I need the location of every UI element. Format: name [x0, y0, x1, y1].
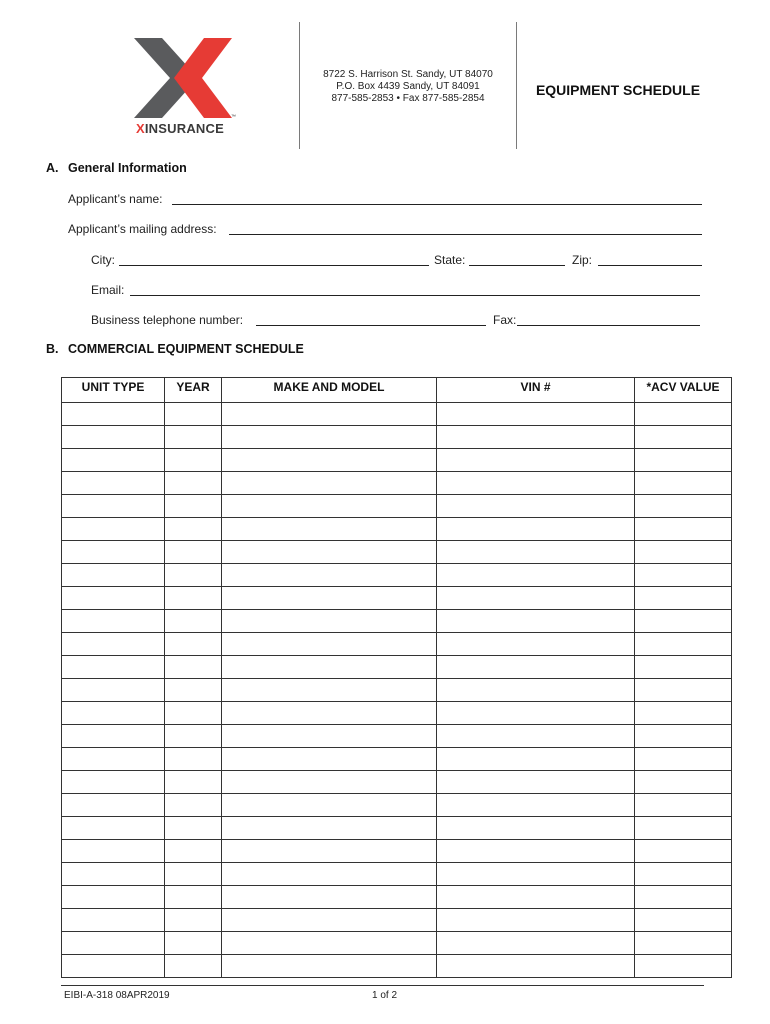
table-cell[interactable]: [62, 587, 165, 610]
table-cell[interactable]: [437, 748, 635, 771]
zip-field[interactable]: [598, 265, 702, 266]
table-row: [62, 426, 732, 449]
trademark-symbol: ™: [231, 114, 236, 120]
table-cell[interactable]: [165, 886, 222, 909]
x-logo-icon: [134, 38, 236, 122]
table-cell[interactable]: [222, 932, 437, 955]
col-unit-type: UNIT TYPE: [62, 378, 165, 403]
table-cell[interactable]: [635, 886, 732, 909]
table-cell[interactable]: [62, 403, 165, 426]
state-label: State:: [434, 253, 466, 267]
table-row: [62, 679, 732, 702]
table-cell[interactable]: [437, 863, 635, 886]
table-cell[interactable]: [635, 702, 732, 725]
table-cell[interactable]: [635, 909, 732, 932]
table-cell[interactable]: [62, 840, 165, 863]
table-cell[interactable]: [635, 771, 732, 794]
table-cell[interactable]: [222, 748, 437, 771]
table-cell[interactable]: [635, 426, 732, 449]
phone-field[interactable]: [256, 325, 486, 326]
footer-divider: [61, 985, 704, 986]
table-cell[interactable]: [222, 840, 437, 863]
table-cell[interactable]: [437, 886, 635, 909]
fax-field[interactable]: [517, 325, 700, 326]
table-cell[interactable]: [635, 679, 732, 702]
table-cell[interactable]: [635, 840, 732, 863]
table-cell[interactable]: [165, 656, 222, 679]
table-cell[interactable]: [62, 955, 165, 978]
state-field[interactable]: [469, 265, 565, 266]
table-cell[interactable]: [437, 403, 635, 426]
table-cell[interactable]: [62, 702, 165, 725]
table-cell[interactable]: [62, 472, 165, 495]
section-b-title: COMMERCIAL EQUIPMENT SCHEDULE: [68, 342, 304, 356]
table-row: [62, 518, 732, 541]
city-label: City:: [91, 253, 115, 267]
col-make-model: MAKE AND MODEL: [222, 378, 437, 403]
table-cell[interactable]: [635, 518, 732, 541]
table-cell[interactable]: [222, 449, 437, 472]
table-row: [62, 610, 732, 633]
address-line-2: P.O. Box 4439 Sandy, UT 84091: [336, 81, 480, 92]
table-cell[interactable]: [165, 449, 222, 472]
table-row: [62, 472, 732, 495]
table-row: [62, 863, 732, 886]
table-cell[interactable]: [437, 955, 635, 978]
section-b-letter: B.: [46, 342, 59, 356]
table-cell[interactable]: [62, 449, 165, 472]
table-row: [62, 955, 732, 978]
applicant-name-field[interactable]: [172, 204, 702, 205]
table-cell[interactable]: [635, 748, 732, 771]
company-address: [300, 69, 516, 105]
table-cell[interactable]: [437, 610, 635, 633]
page-number: 1 of 2: [372, 990, 398, 1001]
col-vin: VIN #: [437, 378, 635, 403]
table-cell[interactable]: [437, 932, 635, 955]
table-cell[interactable]: [437, 679, 635, 702]
table-body: [62, 403, 732, 978]
table-cell[interactable]: [62, 909, 165, 932]
table-cell[interactable]: [62, 541, 165, 564]
table-row: [62, 886, 732, 909]
table-cell[interactable]: [437, 472, 635, 495]
table-cell[interactable]: [62, 771, 165, 794]
table-cell[interactable]: [222, 518, 437, 541]
section-a-letter: A.: [46, 161, 59, 175]
table-cell[interactable]: [165, 702, 222, 725]
section-b-heading: [46, 342, 304, 356]
table-cell[interactable]: [437, 909, 635, 932]
table-cell[interactable]: [222, 794, 437, 817]
section-a-title: General Information: [68, 161, 187, 175]
table-cell[interactable]: [635, 564, 732, 587]
table-row: [62, 656, 732, 679]
table-cell[interactable]: [437, 794, 635, 817]
table-row: [62, 449, 732, 472]
table-cell[interactable]: [222, 955, 437, 978]
table-row: [62, 771, 732, 794]
table-row: [62, 725, 732, 748]
table-cell[interactable]: [165, 771, 222, 794]
table-cell[interactable]: [437, 426, 635, 449]
table-cell[interactable]: [62, 633, 165, 656]
table-row: [62, 794, 732, 817]
table-cell[interactable]: [165, 932, 222, 955]
table-row: [62, 541, 732, 564]
table-cell[interactable]: [635, 955, 732, 978]
table-cell[interactable]: [165, 426, 222, 449]
table-cell[interactable]: [437, 840, 635, 863]
table-cell[interactable]: [62, 679, 165, 702]
table-cell[interactable]: [165, 909, 222, 932]
table-cell[interactable]: [222, 886, 437, 909]
address-line-1: 8722 S. Harrison St. Sandy, UT 84070: [323, 69, 493, 80]
col-year: YEAR: [165, 378, 222, 403]
table-cell[interactable]: [165, 955, 222, 978]
logo-wordmark-rest: INSURANCE: [144, 121, 224, 136]
table-cell[interactable]: [222, 564, 437, 587]
table-cell[interactable]: [222, 909, 437, 932]
table-cell[interactable]: [165, 725, 222, 748]
table-cell[interactable]: [165, 403, 222, 426]
table-cell[interactable]: [635, 932, 732, 955]
mailing-address-label: Applicant’s mailing address:: [68, 222, 217, 236]
mailing-address-field[interactable]: [229, 234, 702, 235]
table-header-row: [62, 378, 732, 403]
table-row: [62, 932, 732, 955]
table-cell[interactable]: [165, 495, 222, 518]
table-cell[interactable]: [62, 863, 165, 886]
table-cell[interactable]: [635, 587, 732, 610]
table-cell[interactable]: [165, 840, 222, 863]
table-cell[interactable]: [222, 817, 437, 840]
table-cell[interactable]: [165, 748, 222, 771]
table-cell[interactable]: [62, 426, 165, 449]
table-cell[interactable]: [165, 817, 222, 840]
table-cell[interactable]: [222, 863, 437, 886]
table-cell[interactable]: [222, 633, 437, 656]
table-cell[interactable]: [437, 771, 635, 794]
table-cell[interactable]: [62, 748, 165, 771]
table-cell[interactable]: [635, 495, 732, 518]
applicant-name-label: Applicant’s name:: [68, 192, 163, 206]
table-cell[interactable]: [437, 725, 635, 748]
table-cell[interactable]: [635, 817, 732, 840]
table-cell[interactable]: [437, 702, 635, 725]
table-cell[interactable]: [635, 541, 732, 564]
form-id: EIBI-A-318 08APR2019: [64, 990, 170, 1001]
table-row: [62, 495, 732, 518]
company-logo: [134, 38, 236, 134]
table-row: [62, 564, 732, 587]
col-acv-value: *ACV VALUE: [635, 378, 732, 403]
table-cell[interactable]: [62, 518, 165, 541]
logo-wordmark: [136, 121, 224, 136]
table-cell[interactable]: [635, 633, 732, 656]
table-cell[interactable]: [62, 610, 165, 633]
table-cell[interactable]: [222, 656, 437, 679]
table-cell[interactable]: [222, 426, 437, 449]
phone-label: Business telephone number:: [91, 313, 244, 327]
table-row: [62, 909, 732, 932]
table-cell[interactable]: [222, 541, 437, 564]
table-cell[interactable]: [165, 472, 222, 495]
table-cell[interactable]: [222, 587, 437, 610]
table-cell[interactable]: [222, 679, 437, 702]
table-cell[interactable]: [62, 886, 165, 909]
table-cell[interactable]: [437, 495, 635, 518]
table-cell[interactable]: [165, 587, 222, 610]
equipment-schedule-table: [61, 377, 732, 978]
table-cell[interactable]: [165, 633, 222, 656]
table-cell[interactable]: [62, 495, 165, 518]
table-row: [62, 633, 732, 656]
table-cell[interactable]: [62, 817, 165, 840]
table-cell[interactable]: [62, 932, 165, 955]
table-cell[interactable]: [437, 518, 635, 541]
table-cell[interactable]: [62, 656, 165, 679]
city-field[interactable]: [119, 265, 429, 266]
table-cell[interactable]: [165, 564, 222, 587]
document-title: EQUIPMENT SCHEDULE: [535, 82, 701, 98]
table-row: [62, 702, 732, 725]
table-cell[interactable]: [222, 472, 437, 495]
table-cell[interactable]: [635, 794, 732, 817]
email-field[interactable]: [130, 295, 700, 296]
table-cell[interactable]: [62, 564, 165, 587]
table-cell[interactable]: [635, 725, 732, 748]
table-cell[interactable]: [165, 518, 222, 541]
table-cell[interactable]: [635, 472, 732, 495]
table-cell[interactable]: [635, 863, 732, 886]
table-cell[interactable]: [165, 863, 222, 886]
table-cell[interactable]: [165, 794, 222, 817]
table-row: [62, 748, 732, 771]
table-cell[interactable]: [635, 610, 732, 633]
table-cell[interactable]: [222, 702, 437, 725]
table-cell[interactable]: [222, 725, 437, 748]
address-line-3: 877-585-2853 • Fax 877-585-2854: [331, 93, 485, 104]
table-cell[interactable]: [437, 656, 635, 679]
table-cell[interactable]: [222, 495, 437, 518]
table-cell[interactable]: [62, 725, 165, 748]
table-cell[interactable]: [165, 679, 222, 702]
table-row: [62, 403, 732, 426]
table-cell[interactable]: [437, 587, 635, 610]
table-cell[interactable]: [222, 771, 437, 794]
header-divider-right: [516, 22, 517, 149]
table-cell[interactable]: [437, 564, 635, 587]
fax-label: Fax:: [493, 313, 517, 327]
table-cell[interactable]: [635, 656, 732, 679]
email-label: Email:: [91, 283, 125, 297]
table-cell[interactable]: [165, 610, 222, 633]
table-cell[interactable]: [635, 449, 732, 472]
table-cell[interactable]: [222, 403, 437, 426]
table-row: [62, 817, 732, 840]
table-cell[interactable]: [437, 633, 635, 656]
table-row: [62, 840, 732, 863]
table-cell[interactable]: [222, 610, 437, 633]
table-cell[interactable]: [62, 794, 165, 817]
table-row: [62, 587, 732, 610]
table-cell[interactable]: [165, 541, 222, 564]
table-cell[interactable]: [635, 403, 732, 426]
table-cell[interactable]: [437, 541, 635, 564]
table-cell[interactable]: [437, 449, 635, 472]
section-a-heading: [46, 161, 187, 175]
table-cell[interactable]: [437, 817, 635, 840]
logo-wordmark-x: X: [136, 121, 145, 136]
zip-label: Zip:: [572, 253, 593, 267]
